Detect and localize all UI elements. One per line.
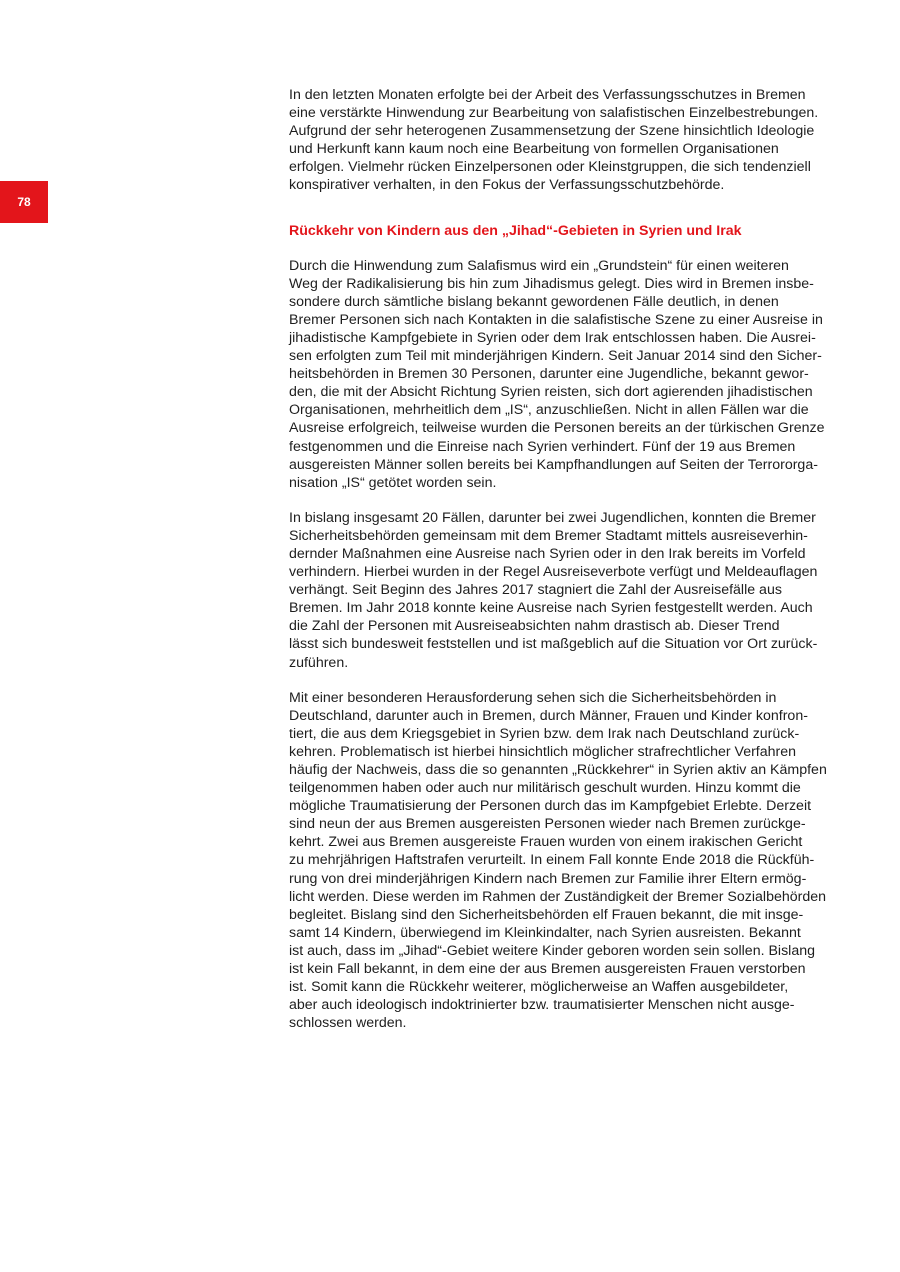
text-line: tiert, die aus dem Kriegsgebiet in Syrien bzw. dem Irak nach Deutschland zurück- (289, 725, 800, 742)
text-line: Organisationen, mehrheitlich dem „IS“, anzuschließen. Nicht in allen Fällen war die (289, 402, 809, 419)
text-line: ist kein Fall bekannt, in dem eine der aus Bremen ausgereisten Frauen verstorben (289, 961, 806, 978)
paragraph-3 (289, 689, 835, 1033)
text-line: nisation „IS“ getötet worden sein. (289, 474, 497, 491)
text-line: erfolgen. Vielmehr rücken Einzelpersonen oder Kleinstgruppen, die sich tendenziell (289, 159, 811, 176)
text-line: häufig der Nachweis, dass die so genannten „Rückkehrer“ in Syrien aktiv an Kämpfen (289, 762, 827, 778)
text-line: jihadistische Kampfgebiete in Syrien oder dem Irak entschlossen haben. Die Ausrei- (289, 329, 816, 346)
text-line: eine verstärkte Hinwendung zur Bearbeitung von salafistischen Einzelbestrebungen. (289, 105, 819, 122)
text-line: Bremen. Im Jahr 2018 konnte keine Ausreise nach Syrien festgestellt werden. Auch (289, 600, 813, 617)
text-line: teilgenommen haben oder auch nur militärisch geschult wurden. Hinzu kommt die (289, 780, 801, 797)
text-line: Bremer Personen sich nach Kontakten in die salafistische Szene zu einer Ausreise in (289, 311, 823, 328)
text-line: heitsbehörden in Bremen 30 Personen, darunter eine Jugendliche, bekannt gewor- (289, 366, 809, 383)
text-line: festgenommen und die Einreise nach Syrien verhindert. Fünf der 19 aus Bremen (289, 438, 796, 455)
paragraph-1 (289, 257, 835, 492)
text-line: Mit einer besonderen Herausforderung sehen sich die Sicherheitsbehörden in (289, 689, 777, 706)
text-line: kehrt. Zwei aus Bremen ausgereiste Frauen wurden von einem irakischen Gericht (289, 834, 803, 851)
paragraph-2 (289, 509, 835, 672)
text-line: sen erfolgten zum Teil mit minderjährigen Kindern. Seit Januar 2014 sind den Sicher- (289, 348, 822, 365)
text-line: konspirativer verhalten, in den Fokus der Verfassungsschutzbehörde. (289, 177, 725, 194)
text-line: Durch die Hinwendung zum Salafismus wird ein „Grundstein“ für einen weiteren (289, 257, 789, 274)
text-line: ist. Somit kann die Rückkehr weiterer, möglicherweise an Waffen ausgebildeter, (289, 979, 789, 996)
text-line: die Zahl der Personen mit Ausreiseabsichten nahm drastisch ab. Dieser Trend (289, 618, 780, 635)
page-number-tab (0, 181, 48, 223)
text-line: verhängt. Seit Beginn des Jahres 2017 stagniert die Zahl der Ausreisefälle aus (289, 582, 782, 599)
text-line: verhindern. Hierbei wurden in der Regel Ausreiseverbote verfügt und Meldeauflagen (289, 564, 818, 581)
text-line: schlossen werden. (289, 1015, 407, 1032)
intro-paragraph (289, 86, 835, 195)
text-line: samt 14 Kindern, überwiegend im Kleinkindalter, nach Syrien ausreisten. Bekannt (289, 924, 801, 941)
text-line: zu mehrjährigen Haftstrafen verurteilt. In einem Fall konnte Ende 2018 die Rückfüh- (289, 852, 815, 869)
document-body (289, 86, 835, 1049)
text-line: ausgereisten Männer sollen bereits bei Kampfhandlungen auf Seiten der Terrororga- (289, 456, 818, 473)
text-line: lässt sich bundesweit feststellen und ist maßgeblich auf die Situation vor Ort zurück- (289, 636, 818, 653)
text-line: Weg der Radikalisierung bis hin zum Jihadismus gelegt. Dies wird in Bremen insbe- (289, 275, 814, 292)
text-line: licht werden. Diese werden im Rahmen der Zuständigkeit der Bremer Sozialbehörden (289, 888, 827, 905)
text-line: ist auch, dass im „Jihad“-Gebiet weitere Kinder geboren worden sein sollen. Bislang (289, 942, 815, 959)
text-line: den, die mit der Absicht Richtung Syrien reisten, sich dort agierenden jihadistischen (289, 384, 813, 401)
text-line: Deutschland, darunter auch in Bremen, durch Männer, Frauen und Kinder konfron- (289, 707, 808, 724)
text-line: zuführen. (289, 654, 349, 671)
text-line: begleitet. Bislang sind den Sicherheitsbehörden elf Frauen bekannt, die mit insge- (289, 906, 804, 923)
text-line: In den letzten Monaten erfolgte bei der Arbeit des Verfassungsschutzes in Bremen (289, 87, 806, 103)
text-line: In bislang insgesamt 20 Fällen, darunter bei zwei Jugendlichen, konnten die Bremer (289, 509, 816, 526)
section-heading: Rückkehr von Kindern aus den „Jihad“-Gebieten in Syrien und Irak (289, 222, 742, 239)
text-line: rung von drei minderjährigen Kindern nach Bremen zur Familie ihrer Eltern ermög- (289, 870, 807, 887)
page-number: 78 (17, 195, 31, 209)
text-line: mögliche Traumatisierung der Personen durch das im Kampfgebiet Erlebte. Derzeit (289, 798, 812, 815)
text-line: und Herkunft kann kaum noch eine Bearbeitung von formellen Organisationen (289, 141, 779, 158)
text-line: Sicherheitsbehörden gemeinsam mit dem Bremer Stadtamt mittels ausreiseverhin- (289, 527, 808, 544)
text-line: dernder Maßnahmen eine Ausreise nach Syrien oder in den Irak bereits im Vorfeld (289, 545, 806, 562)
text-line: sind neun der aus Bremen ausgereisten Personen wieder nach Bremen zurückge- (289, 816, 806, 833)
text-line: aber auch ideologisch indoktrinierter bzw. traumatisierter Menschen nicht ausge- (289, 997, 795, 1014)
text-line: sondere durch sämtliche bislang bekannt gewordenen Fälle deutlich, in denen (289, 293, 779, 310)
text-line: Aufgrund der sehr heterogenen Zusammensetzung der Szene hinsichtlich Ideologie (289, 123, 815, 140)
text-line: kehren. Problematisch ist hierbei hinsichtlich möglicher strafrechtlicher Verfahren (289, 743, 797, 760)
text-line: Ausreise erfolgreich, teilweise wurden die Personen bereits an der türkischen Grenze (289, 420, 825, 437)
